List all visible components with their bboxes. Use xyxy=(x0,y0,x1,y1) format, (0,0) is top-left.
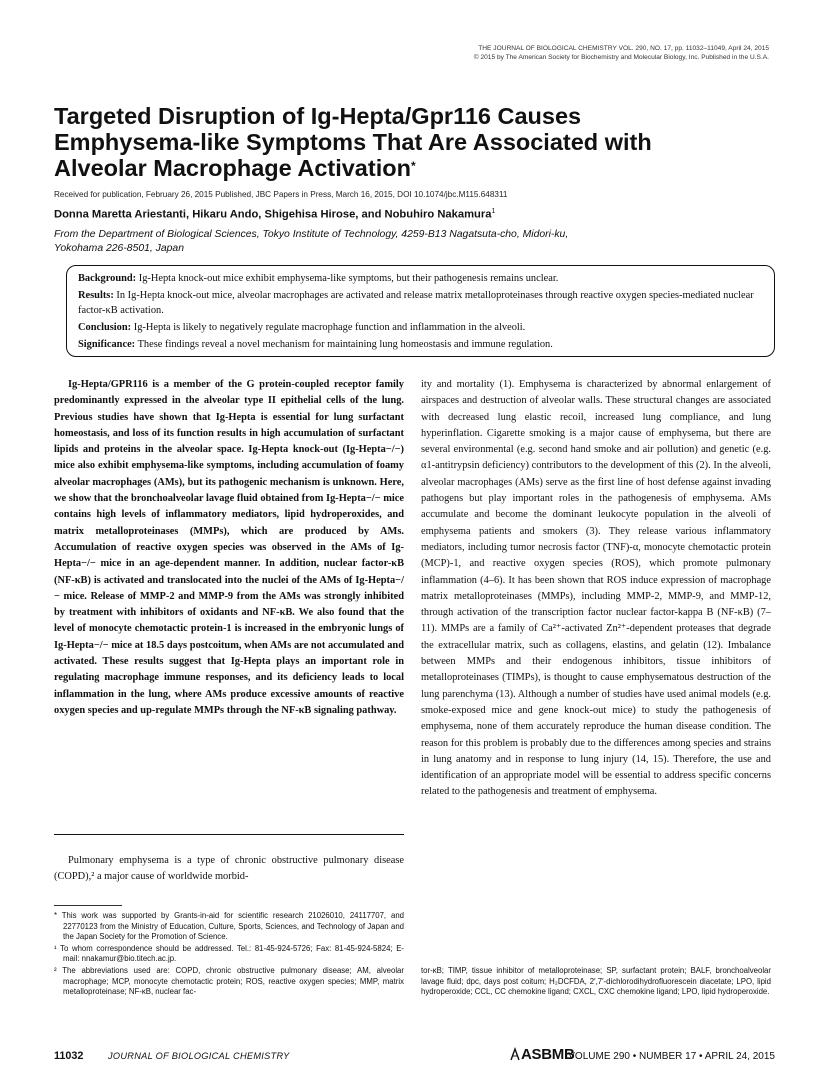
summary-background xyxy=(78,271,763,286)
copyright-line: © 2015 by The American Society for Biochemistry and Molecular Biology, Inc. Published in the U.S.A. xyxy=(473,54,769,61)
intro-paragraph-continued: ity and mortality (1). Emphysema is characterized by abnormal enlargement of airspaces and destruction of alveolar walls. These structural changes are associated with decreased lung elastic recoil, increased lung compliance, and lung hyperinflation. Cigarette smoking is a major cause of emphysema, but there are several environmental (e.g. second hand smoke and air pollution) and genetic (e.g. α1-antitrypsin deficiency) contributors to the development of this (2). In the alveoli, alveolar macrophages (AMs) serve as the first line of host defense against invading pathogens but play important roles in the pathogenesis of emphysema. AMs accumulate and become the dominant leukocyte population in the alveoli of emphysema patients and smokers (3). They release various inflammatory mediators, including tumor necrosis factor (TNF)-α, monocyte chemotactic protein (MCP)-1, and reactive oxygen species (ROS), which promote pulmonary inflammation (4–6). It has been shown that ROS induce expression of macrophage matrix metalloproteinases (MMPs), including MMP-2, MMP-9, and MMP-12, through activation of the transcription factor nuclear factor-kappa B (NF-κB) (7–11). MMPs are a family of Ca²⁺-activated Zn²⁺-dependent proteases that degrade the extracellular matrix, such as collagens, elastins, and gelatin (12). Imbalance between MMPs and their endogenous inhibitors, tissue inhibitors of metalloproteinases (TIMPs), is thought to cause emphysematous destruction of the lung parenchyma (13). Although a number of studies have used animal models (e.g. smoke-exposed mice and gene knock-out mice) to study the pathogenesis of emphysema, none of them accurately reproduce the human disease condition. The reason for this problem is probably due to the differences among species and strains in lung anatomy and in response to lung injury (14, 15). Therefore, the use and identification of an appropriate model will be essential to address specific concerns related to the pathogenesis and treatment of emphysema. xyxy=(421,379,771,798)
author-names: Donna Maretta Ariestanti, Hikaru Ando, Shigehisa Hirose, and Nobuhiro Nakamura xyxy=(54,208,492,221)
footnote-funding: * This work was supported by Grants-in-aid for scientific research 21026010, 24117707, and 22770123 from the Ministry of Education, Culture, Sports, Sciences, and Technology of Japan and the Japan Society for the Promotion of Science. xyxy=(54,911,404,942)
significance-label: Significance: xyxy=(78,339,136,350)
conclusion-label: Conclusion: xyxy=(78,322,132,333)
footnote-correspondence: ¹ To whom correspondence should be addressed. Tel.: 81-45-924-5726; Fax: 81-45-924-5824; E-mail: nnakamur@bio.titech.ac.jp. xyxy=(54,943,404,964)
results-label: Results: xyxy=(78,290,114,301)
title-line-2: Emphysema-like Symptoms That Are Associated with xyxy=(54,129,652,155)
title-footnote-marker: * xyxy=(410,159,416,173)
footer-volume-info: VOLUME 290 • NUMBER 17 • APRIL 24, 2015 xyxy=(568,1051,775,1062)
title-line-3 xyxy=(54,155,774,181)
summary-significance xyxy=(78,337,763,352)
background-label: Background: xyxy=(78,273,137,284)
significance-text: These findings reveal a novel mechanism for maintaining lung homeostasis and immune regulation. xyxy=(137,339,553,350)
article-title xyxy=(54,103,774,181)
publisher-name: ASBMB xyxy=(521,1046,575,1063)
publisher-logo xyxy=(521,1046,575,1063)
summary-box xyxy=(66,265,775,357)
background-text: Ig-Hepta knock-out mice exhibit emphysema-like symptoms, but their pathogenesis remains unclear. xyxy=(138,273,559,284)
title-line-3-text: Alveolar Macrophage Activation xyxy=(54,155,411,181)
intro-left-column xyxy=(54,853,404,886)
footnote-divider xyxy=(54,905,122,906)
affiliation-line-1: From the Department of Biological Sciences, Tokyo Institute of Technology, 4259-B13 Nagatsuta-cho, Midori-ku, xyxy=(54,229,569,240)
summary-conclusion xyxy=(78,320,763,335)
footnote-abbreviations-continued: tor-κB; TIMP, tissue inhibitor of metalloproteinase; SP, surfactant protein; BALF, bronchoalveolar lavage fluid; dpc, days post coitum; H₂DCFDA, 2′,7′-dichlorodihydrofluorescein diacetate; LPO, lipid hydroperoxide; CCL, CC chemokine ligand; CXCL, CXC chemokine ligand; LPO, lipid hydroperoxide. xyxy=(421,966,771,997)
conclusion-text: Ig-Hepta is likely to negatively regulate macrophage function and inflammation in the alveoli. xyxy=(133,322,526,333)
summary-results xyxy=(78,288,763,318)
footnote-abbreviations: ² The abbreviations used are: COPD, chronic obstructive pulmonary disease; AM, alveolar macrophage; MCP, monocyte chemotactic protein; ROS, reactive oxygen species; MMP, matrix metalloproteinase; NF-κB, nuclear fac- xyxy=(54,965,404,997)
abstract xyxy=(54,377,404,719)
page-number: 11032 xyxy=(54,1050,84,1062)
author-footnote-marker: 1 xyxy=(491,208,496,215)
affiliation xyxy=(54,228,774,256)
publication-history: Received for publication, February 26, 2015 Published, JBC Papers in Press, March 16, 2015, DOI 10.1074/jbc.M115.648311 xyxy=(54,190,508,199)
title-line-1: Targeted Disruption of Ig-Hepta/Gpr116 Causes xyxy=(54,103,582,129)
page-footer xyxy=(54,1046,775,1066)
abstract-text: Ig-Hepta/GPR116 is a member of the G protein-coupled receptor family predominantly expressed in the alveolar type II epithelial cells of the lung. Previous studies have shown that Ig-Hepta is essential for lung surfactant homeostasis, and loss of its function results in high accumulation of surfactant lipids and proteins in the alveolar space. Ig-Hepta knock-out (Ig-Hepta−/−) mice also exhibit emphysema-like symptoms, including accumulation of foamy alveolar macrophages (AMs), but its pathogenic mechanism is unknown. Here, we show that the bronchoalveolar lavage fluid obtained from Ig-Hepta−/− mice contains high levels of inflammatory mediators, lipid hydroperoxides, and matrix metalloproteinases (MMPs), which are produced by AMs. Accumulation of reactive oxygen species was observed in the AMs of Ig-Hepta−/− mice in an age-dependent manner. In addition, nuclear factor-κB (NF-κB) is activated and translocated into the nuclei of the AMs of Ig-Hepta−/− mice. Release of MMP-2 and MMP-9 from the AMs was strongly inhibited by treatment with inhibitors of oxidants and NF-κB. We also found that the level of monocyte chemotactic protein-1 is increased in the embryonic lungs of Ig-Hepta−/− mice at 18.5 days postcoitum, when AMs are not accumulated and activated. These results suggest that Ig-Hepta plays an important role in regulating macrophage immune responses, and its deficiency leads to local inflammation in the lung, where AMs produce excessive amounts of reactive oxygen species and up-regulate MMPs through the NF-κB signaling pathway. xyxy=(54,379,404,716)
results-text: In Ig-Hepta knock-out mice, alveolar macrophages are activated and release matrix metalloproteinases through reactive oxygen species-mediated nuclear factor-κB activation. xyxy=(78,290,754,316)
asbmb-logo-icon xyxy=(509,1047,521,1061)
journal-citation-line: THE JOURNAL OF BIOLOGICAL CHEMISTRY VOL. 290, NO. 17, pp. 11032–11049, April 24, 2015 xyxy=(478,45,769,52)
journal-header xyxy=(349,44,769,62)
affiliation-line-2: Yokohama 226-8501, Japan xyxy=(54,243,184,254)
footer-journal-name: JOURNAL OF BIOLOGICAL CHEMISTRY xyxy=(108,1051,290,1061)
footnotes xyxy=(54,911,404,999)
intro-paragraph-start: Pulmonary emphysema is a type of chronic obstructive pulmonary disease (COPD),² a major cause of worldwide morbid- xyxy=(54,855,404,883)
intro-right-column xyxy=(421,377,771,801)
author-list xyxy=(54,208,774,221)
abstract-divider xyxy=(54,834,404,835)
